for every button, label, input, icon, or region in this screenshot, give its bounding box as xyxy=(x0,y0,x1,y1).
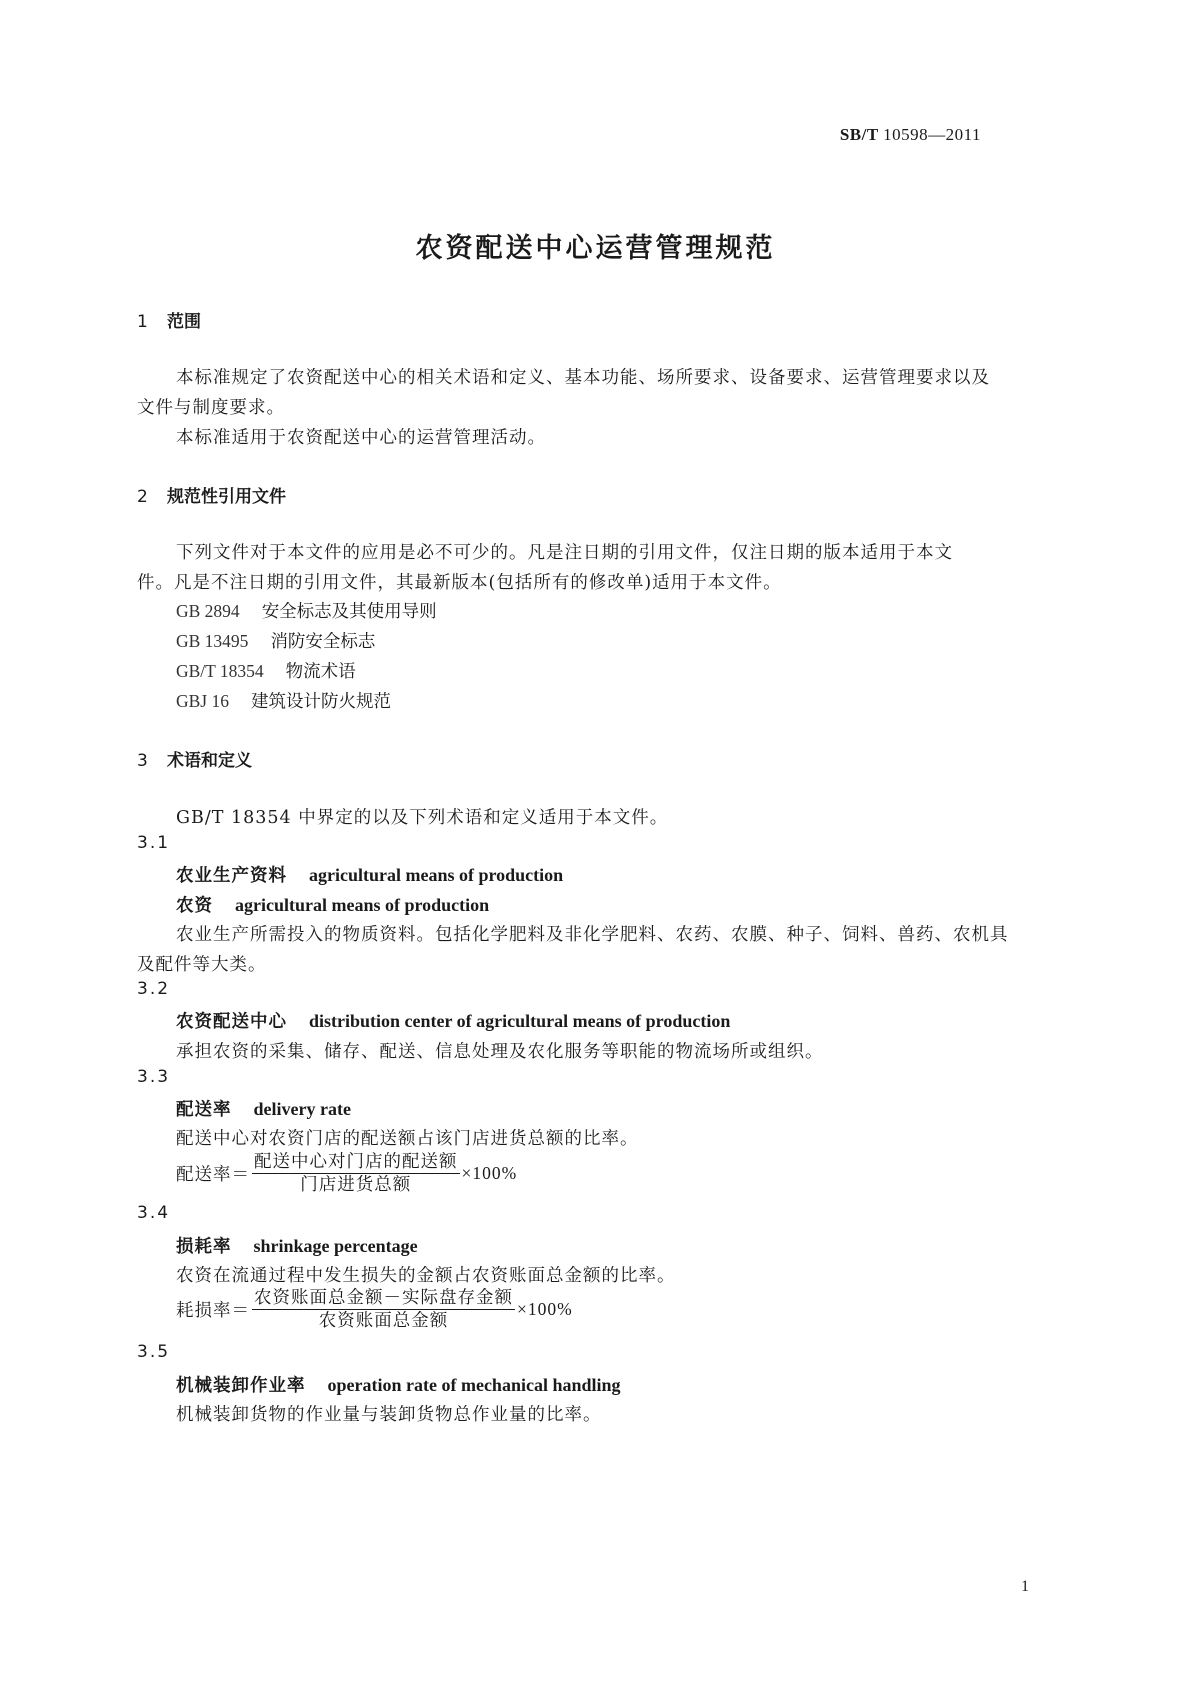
term-entry xyxy=(176,892,489,917)
section-2-paragraph-line: 件。凡是不注日期的引用文件，其最新版本(包括所有的修改单)适用于本文件。 xyxy=(137,573,782,593)
term-en: agricultural means of production xyxy=(309,865,564,885)
formula-denominator: 农资账面总金额 xyxy=(318,1311,449,1331)
term-en: distribution center of agricultural means of production xyxy=(309,1011,731,1031)
reference-title: 物流术语 xyxy=(285,662,356,682)
term-entry xyxy=(176,1096,351,1121)
formula-fraction xyxy=(252,1288,515,1331)
clause-number: 3.1 xyxy=(137,833,171,853)
definition-line: 及配件等大类。 xyxy=(137,955,267,975)
section-2-paragraph-line: 下列文件对于本文件的应用是必不可少的。凡是注日期的引用文件，仅注日期的版本适用于本文 xyxy=(176,543,953,563)
reference-code: GB/T 18354 xyxy=(176,661,264,681)
term-zh: 农资 xyxy=(176,896,213,916)
clause-number: 3.4 xyxy=(137,1203,171,1223)
term-zh: 损耗率 xyxy=(176,1237,232,1257)
section-title: 术语和定义 xyxy=(167,751,252,771)
formula-suffix: ×100% xyxy=(461,1163,518,1183)
formula-shrinkage-rate xyxy=(176,1288,573,1331)
term-entry xyxy=(176,1008,730,1033)
formula-lhs: 配送率＝ xyxy=(176,1165,250,1185)
standard-code xyxy=(840,125,981,145)
section-number: 3 xyxy=(137,751,148,771)
section-1-heading xyxy=(137,307,201,332)
document-title: 农资配送中心运营管理规范 xyxy=(415,233,776,264)
standard-code-number: 10598—2011 xyxy=(883,125,981,144)
term-zh: 机械装卸作业率 xyxy=(176,1376,306,1396)
definition: 配送中心对农资门店的配送额占该门店进货总额的比率。 xyxy=(176,1129,639,1149)
section-1-paragraph-line: 文件与制度要求。 xyxy=(137,398,285,418)
formula-fraction xyxy=(252,1152,460,1195)
section-title: 规范性引用文件 xyxy=(167,487,286,507)
reference-title: 消防安全标志 xyxy=(270,632,376,652)
term-en: delivery rate xyxy=(253,1099,351,1119)
clause-number: 3.5 xyxy=(137,1342,171,1362)
standard-code-prefix: SB/T xyxy=(839,125,879,144)
formula-numerator: 配送中心对门店的配送额 xyxy=(254,1152,458,1172)
page-number: 1 xyxy=(1021,1578,1029,1595)
reference-item xyxy=(176,628,375,653)
formula-suffix: ×100% xyxy=(517,1299,573,1319)
definition: 农资在流通过程中发生损失的金额占农资账面总金额的比率。 xyxy=(176,1266,676,1286)
definition: 机械装卸货物的作业量与装卸货物总作业量的比率。 xyxy=(176,1405,602,1425)
formula-lhs: 耗损率＝ xyxy=(176,1301,250,1321)
clause-number: 3.2 xyxy=(137,979,171,999)
reference-code: GB 2894 xyxy=(176,601,240,621)
term-zh: 配送率 xyxy=(176,1100,232,1120)
term-zh: 农业生产资料 xyxy=(176,866,287,886)
clause-number: 3.3 xyxy=(137,1067,171,1087)
section-3-intro: GB/T 18354 中界定的以及下列术语和定义适用于本文件。 xyxy=(176,808,669,828)
section-2-heading xyxy=(137,482,286,507)
term-entry xyxy=(176,1233,418,1258)
reference-title: 安全标志及其使用导则 xyxy=(261,602,437,622)
term-en: operation rate of mechanical handling xyxy=(327,1375,621,1395)
reference-title: 建筑设计防火规范 xyxy=(251,692,391,712)
definition: 承担农资的采集、储存、配送、信息处理及农化服务等职能的物流场所或组织。 xyxy=(176,1042,824,1062)
formula-delivery-rate xyxy=(176,1152,517,1195)
term-entry xyxy=(176,1372,621,1397)
reference-code: GB 13495 xyxy=(176,631,249,651)
formula-numerator: 农资账面总金额－实际盘存金额 xyxy=(254,1288,513,1308)
reference-item xyxy=(176,598,437,623)
term-en: shrinkage percentage xyxy=(253,1236,418,1256)
term-en: agricultural means of production xyxy=(235,895,490,915)
section-3-heading xyxy=(137,746,252,771)
section-number: 2 xyxy=(137,487,148,507)
reference-item xyxy=(176,688,391,713)
formula-denominator: 门店进货总额 xyxy=(300,1175,412,1195)
term-zh: 农资配送中心 xyxy=(176,1012,287,1032)
section-1-paragraph: 本标准适用于农资配送中心的运营管理活动。 xyxy=(176,428,546,448)
term-entry xyxy=(176,862,563,887)
definition-line: 农业生产所需投入的物质资料。包括化学肥料及非化学肥料、农药、农膜、种子、饲料、兽药、农机具 xyxy=(176,925,1009,945)
section-number: 1 xyxy=(137,312,148,332)
section-1-paragraph-line: 本标准规定了农资配送中心的相关术语和定义、基本功能、场所要求、设备要求、运营管理要求以及 xyxy=(176,368,990,388)
reference-code: GBJ 16 xyxy=(176,691,229,711)
reference-item xyxy=(176,658,356,683)
section-title: 范围 xyxy=(167,312,201,332)
